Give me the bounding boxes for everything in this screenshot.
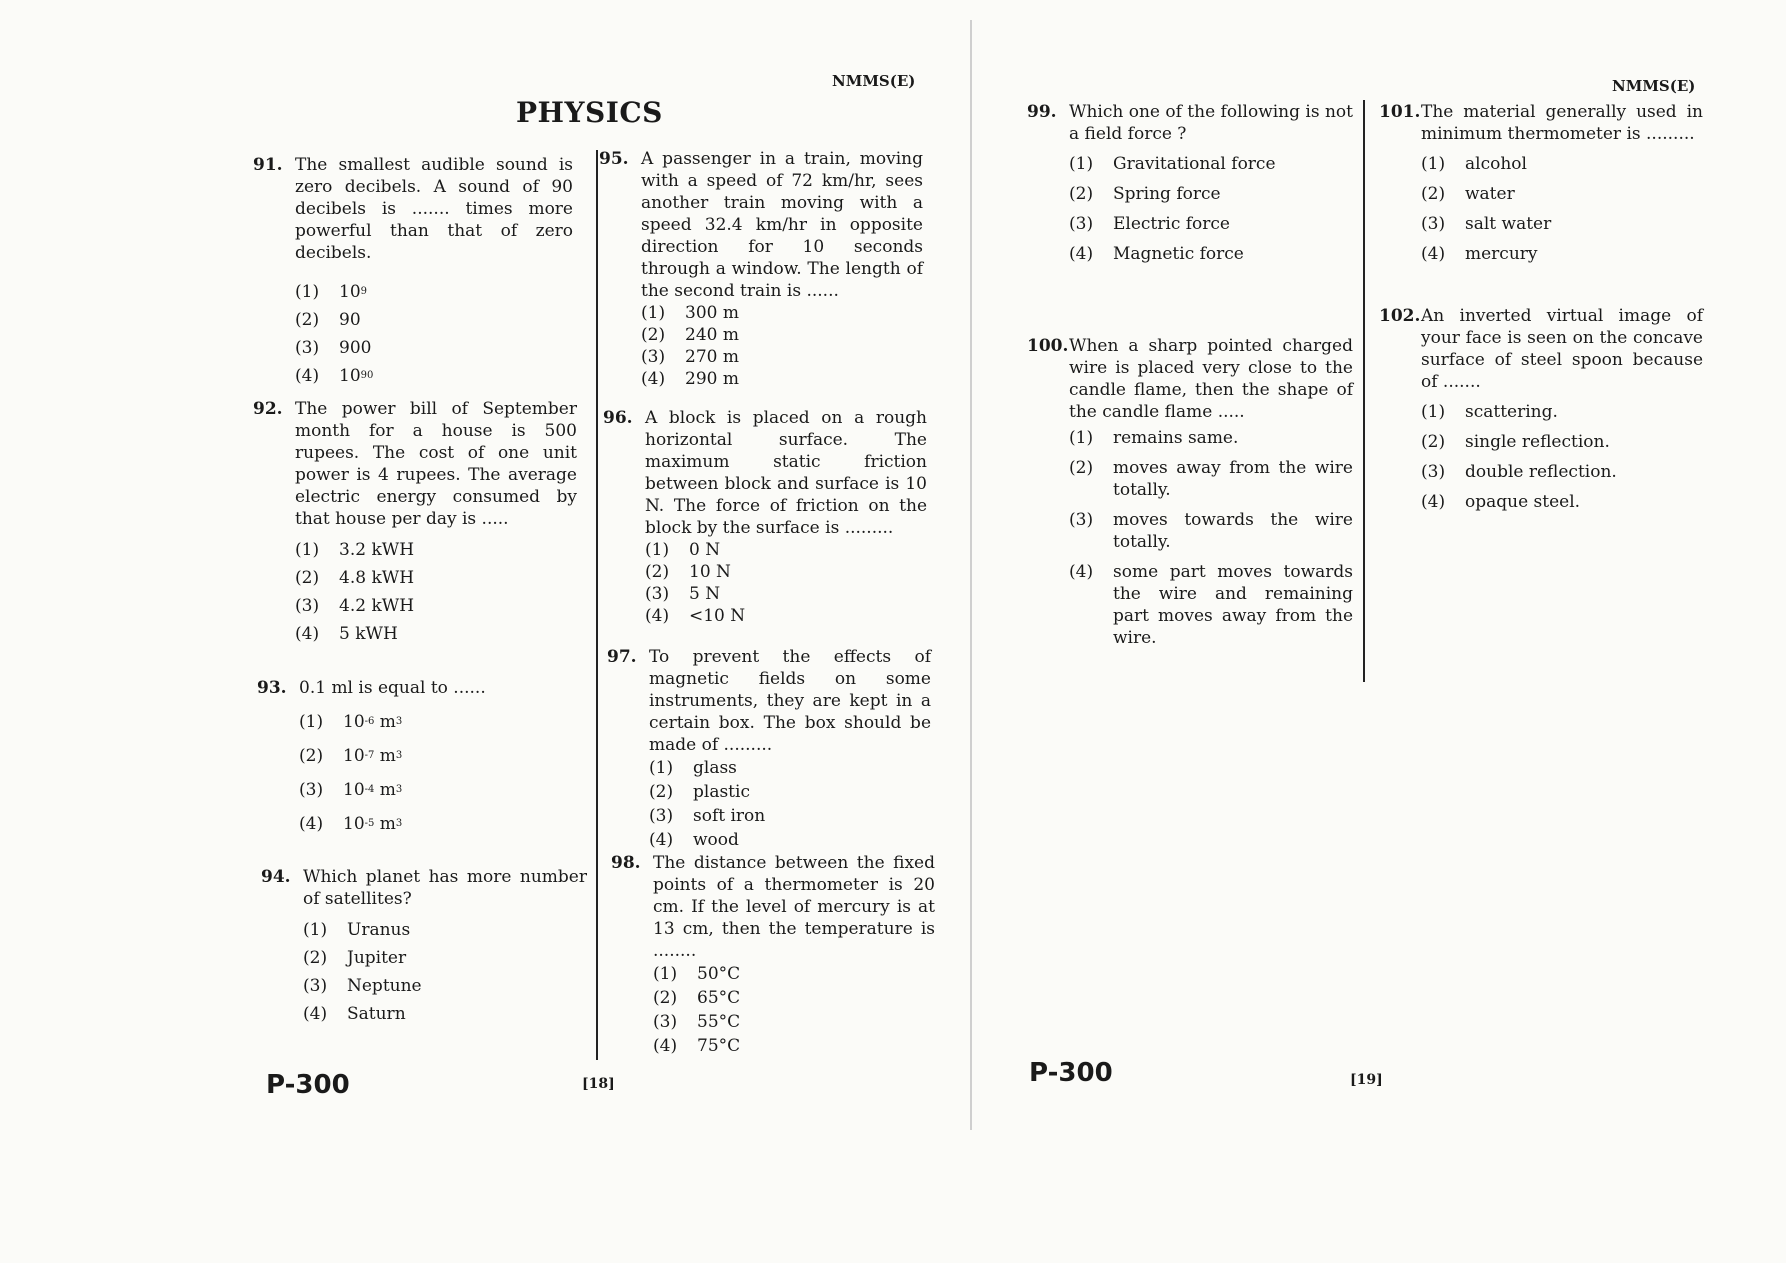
right-header-code: NMMS(E) (1612, 77, 1696, 95)
question-number: 102. (1379, 306, 1421, 326)
option[interactable]: (2) 4.8 kWH (295, 568, 415, 588)
question-text: Which planet has more number of satellites? (303, 867, 587, 909)
option[interactable]: (2) 240 m (641, 325, 739, 345)
option[interactable]: (4) <10 N (645, 606, 746, 626)
option[interactable]: (1) remains same. (1069, 428, 1239, 448)
option[interactable]: (2) moves away from the wire totally. (1069, 458, 1353, 500)
question-91 (253, 154, 573, 390)
option[interactable]: (3) 4.2 kWH (295, 596, 415, 616)
question-96 (603, 407, 927, 627)
option[interactable]: (1) alcohol (1421, 154, 1527, 174)
question-text: The power bill of September month for a house is 500 rupees. The cost of one unit power is 4 rupees. The average electric energy consumed by that house per day is ..... (295, 399, 577, 529)
question-92 (253, 398, 577, 648)
option[interactable]: (4) mercury (1421, 244, 1538, 264)
question-number: 101. (1379, 102, 1421, 122)
option[interactable]: (3) salt water (1421, 214, 1552, 234)
question-text: The smallest audible sound is zero decibels. A sound of 90 decibels is ....... times more powerful than that of zero decibels. (295, 155, 573, 263)
question-text: A block is placed on a rough horizontal surface. The maximum static friction between block and surface is 10 N. The force of friction on the block by the surface is ......... (645, 408, 927, 538)
option[interactable]: (1) scattering. (1421, 402, 1558, 422)
option[interactable]: (4) some part moves towards the wire and remaining part moves away from the wire. (1069, 562, 1353, 648)
question-number: 97. (607, 647, 637, 667)
option[interactable]: (2) single reflection. (1421, 432, 1610, 452)
question-number: 91. (253, 155, 283, 175)
question-text: To prevent the effects of magnetic fields on some instruments, they are kept in a certain box. The box should be made of ......... (649, 647, 931, 755)
option[interactable]: (4) Magnetic force (1069, 244, 1244, 264)
option[interactable]: (3) 270 m (641, 347, 739, 367)
option[interactable]: (3) 55°C (653, 1012, 741, 1032)
question-number: 99. (1027, 102, 1057, 122)
right-column-divider (1363, 100, 1365, 682)
option[interactable]: (4) Saturn (303, 1004, 406, 1024)
option[interactable]: (4) 75°C (653, 1036, 741, 1056)
option[interactable]: (2) 90 (295, 310, 361, 330)
option[interactable]: (3) 5 N (645, 584, 721, 604)
question-98 (611, 852, 935, 1058)
left-header-code: NMMS(E) (832, 72, 916, 90)
option[interactable]: (4) 290 m (641, 369, 739, 389)
option[interactable]: (4) opaque steel. (1421, 492, 1581, 512)
option[interactable]: (1) glass (649, 758, 737, 778)
question-text: The distance between the fixed points of a thermometer is 20 cm. If the level of mercury is at 13 cm, then the temperature is ........ (653, 853, 935, 961)
option[interactable]: (3) soft iron (649, 806, 766, 826)
question-number: 92. (253, 399, 283, 419)
question-text: The material generally used in minimum thermometer is ......... (1421, 102, 1703, 144)
question-text: 0.1 ml is equal to ...... (299, 678, 486, 698)
subject-title: PHYSICS (516, 96, 663, 129)
option[interactable]: (1) 3.2 kWH (295, 540, 415, 560)
option[interactable]: (2) 10 N (645, 562, 731, 582)
left-page-number: [18] (582, 1076, 615, 1092)
right-footer-code: P-300 (1029, 1058, 1113, 1088)
right-page-number: [19] (1350, 1072, 1383, 1088)
question-94 (261, 866, 587, 1028)
option[interactable]: (4) 10 -5 m 3 (299, 814, 403, 834)
option[interactable]: (3) 10 -4 m 3 (299, 780, 403, 800)
question-100 (1027, 335, 1353, 649)
option[interactable]: (2) Jupiter (303, 948, 407, 968)
option[interactable]: (4) wood (649, 830, 739, 850)
option[interactable]: (3) double reflection. (1421, 462, 1617, 482)
question-text: When a sharp pointed charged wire is placed very close to the candle flame, then the shape of the candle flame ..... (1069, 336, 1353, 422)
option[interactable]: (4) 5 kWH (295, 624, 398, 644)
option[interactable]: (1) 300 m (641, 303, 739, 323)
question-101 (1379, 101, 1703, 269)
option[interactable]: (1) 10 -6 m 3 (299, 712, 403, 732)
option[interactable]: (1) 0 N (645, 540, 721, 560)
option[interactable]: (1) 50°C (653, 964, 741, 984)
question-95 (599, 148, 923, 390)
question-number: 95. (599, 149, 629, 169)
option[interactable]: (2) 65°C (653, 988, 741, 1008)
question-93 (257, 677, 577, 841)
option[interactable]: (2) plastic (649, 782, 750, 802)
left-footer-code: P-300 (266, 1070, 350, 1100)
question-97 (607, 646, 931, 852)
question-number: 100. (1027, 336, 1069, 356)
question-number: 96. (603, 408, 633, 428)
option[interactable]: (3) 900 (295, 338, 372, 358)
left-column-divider (596, 150, 598, 1060)
question-102 (1379, 305, 1703, 517)
option[interactable]: (3) Electric force (1069, 214, 1230, 234)
question-number: 94. (261, 867, 291, 887)
option[interactable]: (2) 10 -7 m 3 (299, 746, 403, 766)
option[interactable]: (4) 10 90 (295, 366, 374, 386)
option[interactable]: (1) Gravitational force (1069, 154, 1276, 174)
question-number: 98. (611, 853, 641, 873)
option[interactable]: (1) 10 9 (295, 282, 368, 302)
option[interactable]: (1) Uranus (303, 920, 411, 940)
question-number: 93. (257, 678, 287, 698)
option[interactable]: (3) Neptune (303, 976, 422, 996)
question-text: Which one of the following is not a field force ? (1069, 102, 1353, 144)
question-99 (1027, 101, 1353, 269)
option[interactable]: (3) moves towards the wire totally. (1069, 510, 1353, 552)
page-fold (970, 20, 972, 1130)
option[interactable]: (2) water (1421, 184, 1515, 204)
question-text: An inverted virtual image of your face is seen on the concave surface of steel spoon because of ....... (1421, 306, 1703, 392)
question-text: A passenger in a train, moving with a speed of 72 km/hr, sees another train moving with a speed 32.4 km/hr in opposite direction for 10 seconds through a window. The length of the second train is ...... (641, 149, 923, 301)
option[interactable]: (2) Spring force (1069, 184, 1221, 204)
